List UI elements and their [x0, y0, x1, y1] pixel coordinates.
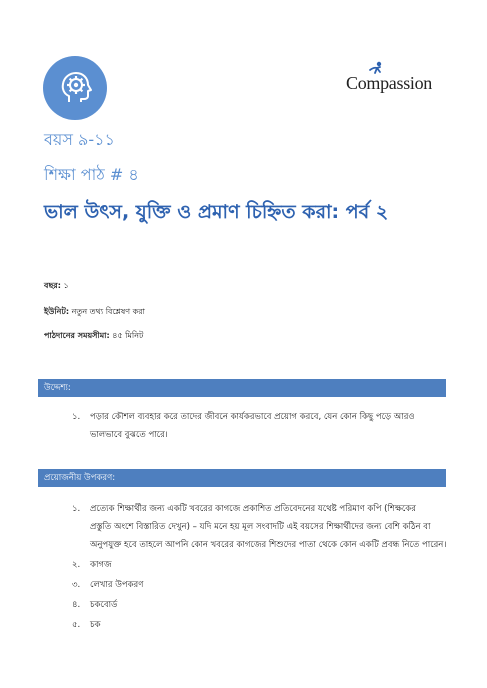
item-text-line: প্রত্যেক শিক্ষার্থীর জন্য একটি খবরের কাগজে প্রকাশিত প্রতিবেদনের যথেষ্ট পরিমাণ কপি (শিক্ষকের: [90, 504, 416, 514]
item-text: চক: [90, 620, 101, 630]
list-item: [72, 596, 452, 614]
item-text: কাগজ: [90, 560, 112, 570]
list-item: [72, 556, 452, 574]
item-number: ৩.: [72, 580, 81, 590]
item-text-line: প্রস্তুতি অংশে বিস্তারিত দেখুন) – যদি মনে হয় মূল সংবাদটি এই বয়সের শিক্ষার্থীদের জন্য বেশি কঠিন বা: [90, 522, 431, 532]
list-item: [72, 576, 452, 594]
item-text-line: অনুপযুক্ত হবে তাহলে আপনি কোন খবরের কাগজের শিশুদের পাতা থেকে কোন একটি প্রবন্ধ নিতে পারেন।: [90, 540, 447, 550]
item-text-line: ভালভাবে বুঝতে পারে।: [90, 430, 168, 440]
logo-text: Compassion: [346, 73, 433, 93]
item-text: চকবোর্ড: [90, 600, 118, 610]
objectives-list: [72, 408, 452, 444]
item-number: ১.: [72, 412, 81, 422]
year-row: [44, 280, 69, 293]
age-range: বয়স ৯-১১: [44, 130, 115, 149]
list-item: [72, 500, 452, 554]
year-value: ১: [63, 281, 69, 290]
lesson-number: শিক্ষা পাঠ # ৪: [44, 165, 139, 184]
item-text: লেখার উপকরণ: [90, 580, 144, 590]
unit-label: ইউনিট:: [44, 307, 70, 316]
materials-heading: প্রয়োজনীয় উপকরণ:: [38, 469, 446, 487]
time-row: [44, 330, 143, 343]
compassion-logo: [346, 61, 446, 97]
list-item: [72, 616, 452, 634]
year-label: বছর:: [44, 281, 61, 290]
lesson-badge: [43, 56, 107, 120]
item-number: ৪.: [72, 600, 81, 610]
list-item: [72, 408, 452, 444]
unit-row: [44, 306, 145, 319]
item-number: ৫.: [72, 620, 81, 630]
item-text-line: পড়ার কৌশল ব্যবহার করে তাদের জীবনে কার্যকরভাবে প্রয়োগ করবে, যেন কোন কিছু পড়ে আরও: [90, 412, 415, 422]
time-label: পাঠদানের সময়সীমা:: [44, 331, 110, 340]
head-gear-icon: [55, 68, 95, 108]
objectives-heading: উদ্দেশ্য:: [38, 379, 446, 397]
materials-list: [72, 500, 452, 634]
time-value: ৪৫ মিনিট: [112, 331, 144, 340]
page-title: ভাল উৎস, যুক্তি ও প্রমাণ চিহ্নিত করা: পর্ব ২: [44, 201, 389, 223]
item-number: ১.: [72, 504, 81, 514]
item-number: ২.: [72, 560, 81, 570]
unit-value: নতুন তথ্য বিশ্লেষণ করা: [71, 307, 145, 316]
